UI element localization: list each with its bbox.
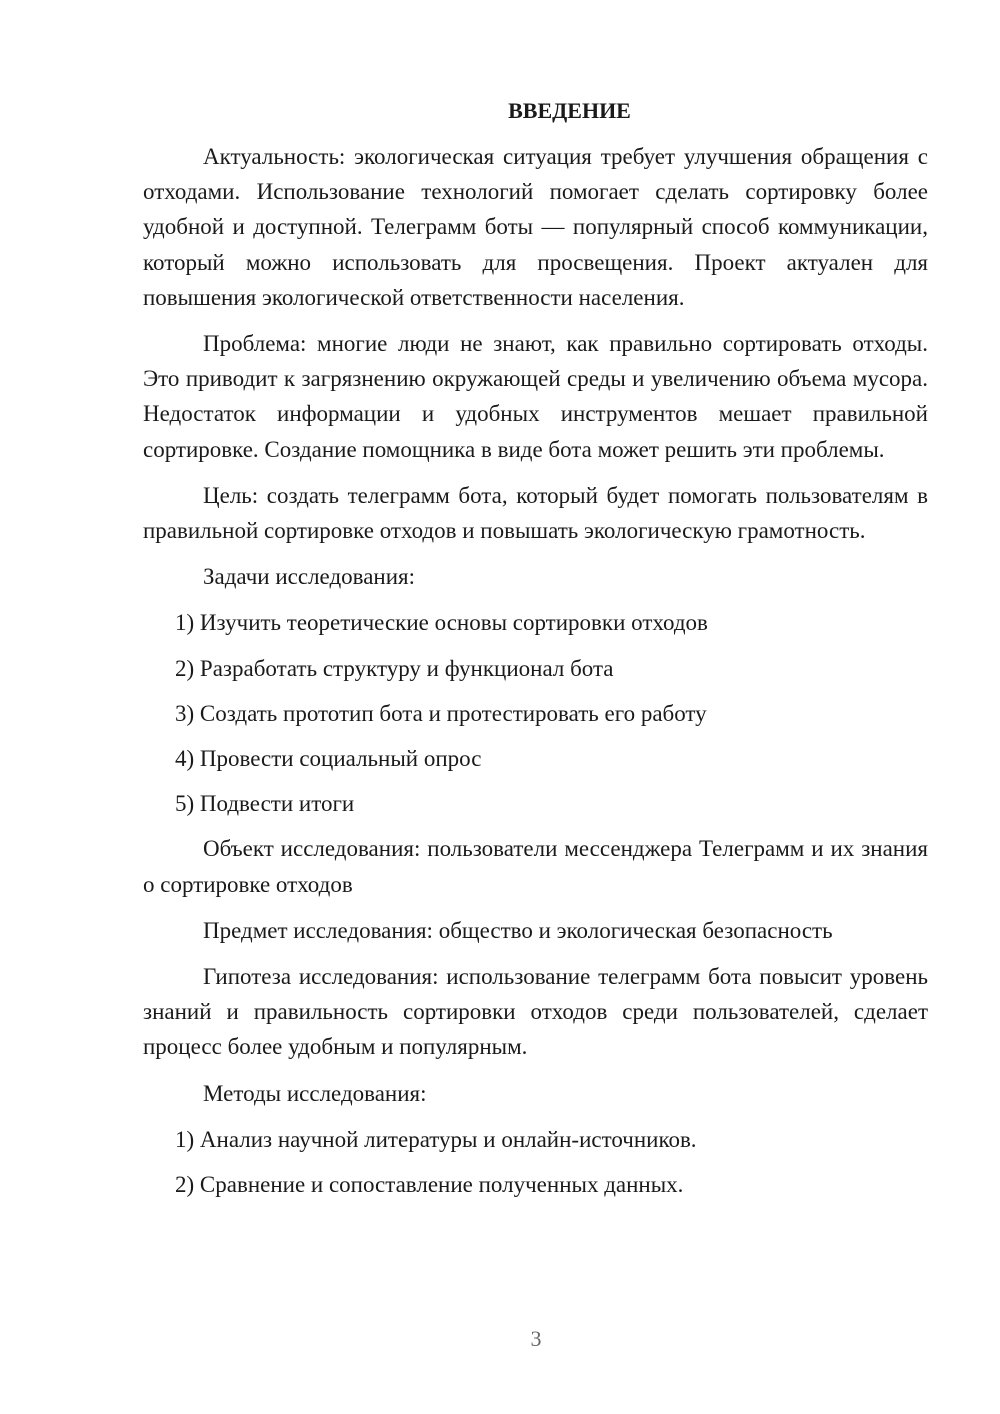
task-item: 1) Изучить теоретические основы сортировки отходов	[175, 610, 708, 636]
page-number: 3	[530, 1326, 542, 1351]
task-item: 4) Провести социальный опрос	[175, 746, 482, 772]
task-item: 3) Создать прототип бота и протестировать его работу	[175, 700, 707, 726]
method-item: 2) Сравнение и сопоставление полученных данных.	[175, 1172, 684, 1198]
section-title: ВВЕДЕНИЕ	[508, 98, 631, 123]
methods-heading: Методы исследования:	[203, 1080, 427, 1106]
task-item: 2) Разработать структуру и функционал бота	[175, 655, 614, 681]
object-paragraph: Объект исследования: пользователи мессенджера Телеграмм и их знания о сортировке отходов	[143, 836, 928, 897]
tasks-heading: Задачи исследования:	[203, 564, 416, 590]
relevance-paragraph: Актуальность: экологическая ситуация требует улучшения обращения с отходами. Использование технологий помогает сделать сортировку более удобной и доступной. Телеграмм боты — популярный способ коммуникации, который можно использовать для просвещения. Проект актуален для повышения экологической ответственности населения.	[143, 144, 928, 310]
method-item: 1) Анализ научной литературы и онлайн-источников.	[175, 1126, 697, 1152]
subject-paragraph: Предмет исследования: общество и экологическая безопасность	[203, 917, 833, 943]
goal-paragraph: Цель: создать телеграмм бота, который будет помогать пользователям в правильной сортировке отходов и повышать экологическую грамотность.	[143, 482, 928, 544]
hypothesis-paragraph: Гипотеза исследования: использование телеграмм бота повысит уровень знаний и правильность сортировки отходов среди пользователей, сделает процесс более удобным и популярным.	[143, 964, 928, 1060]
task-item: 5) Подвести итоги	[175, 791, 355, 817]
document-page	[143, 95, 928, 1212]
problem-paragraph: Проблема: многие люди не знают, как правильно сортировать отходы. Это приводит к загрязнению окружающей среды и увеличению объема мусора. Недостаток информации и удобных инструментов мешает правильной сортировке. Создание помощника в виде бота может решить эти проблемы.	[143, 331, 928, 462]
